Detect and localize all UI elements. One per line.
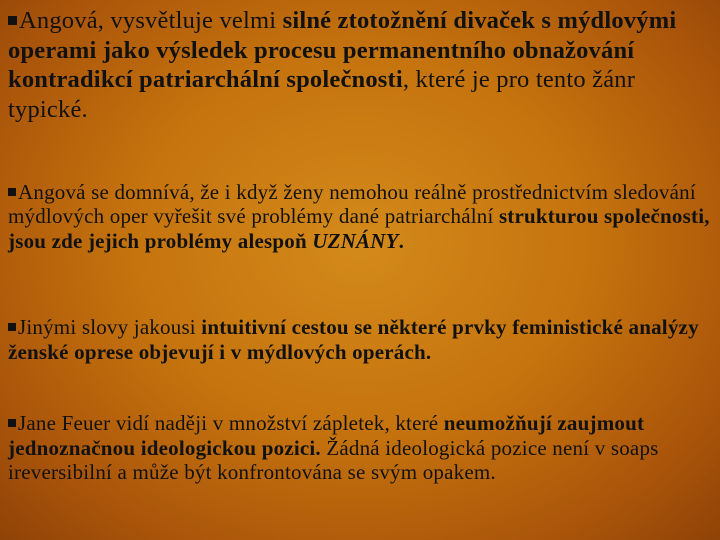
paragraph-3-emphasis: intuitivní cestou se některé prvky feministické analýzy ženské oprese objevují i v mýdlových operách: [8, 315, 699, 364]
paragraph-3: [8, 315, 714, 365]
square-bullet-icon: [8, 188, 16, 196]
square-bullet-icon: [8, 16, 17, 25]
paragraph-1: [8, 6, 714, 124]
paragraph-2-italic-emphasis: UZNÁNY: [312, 228, 399, 253]
paragraph-2-emphasis: strukturou společnosti, jsou zde jejich problémy alespoň: [8, 204, 710, 253]
paragraph-4-text: Jane Feuer vidí naději v množství zápletek, které: [18, 411, 444, 435]
paragraph-2-tail: .: [398, 228, 405, 253]
paragraph-3-tail: .: [425, 340, 432, 364]
paragraph-1-text: Angová, vysvětluje velmi: [19, 7, 283, 34]
paragraph-2-text: Angová se domnívá, že i když ženy nemohou reálně prostřednictvím sledování mýdlových oper vyřešit své problémy dané patriarchální: [8, 180, 696, 229]
paragraph-4: [8, 411, 714, 485]
paragraph-4-emphasis: neumožňují zaujmout jednoznačnou ideologickou pozici.: [8, 411, 645, 460]
square-bullet-icon: [8, 419, 16, 427]
paragraph-1-emphasis: silné ztotožnění divaček s mýdlovými operami jako výsledek procesu permanentního obnažování kontradikcí patriarchální společnosti: [8, 7, 677, 93]
square-bullet-icon: [8, 323, 16, 331]
paragraph-4-tail: Žádná ideologická pozice není v soaps ireversibilní a může být konfrontována se svým opakem.: [8, 435, 659, 484]
paragraph-3-text: Jinými slovy jakousi: [18, 315, 202, 339]
paragraph-1-tail: , které je pro tento žánr typické.: [8, 66, 636, 123]
paragraph-2: [8, 180, 714, 253]
